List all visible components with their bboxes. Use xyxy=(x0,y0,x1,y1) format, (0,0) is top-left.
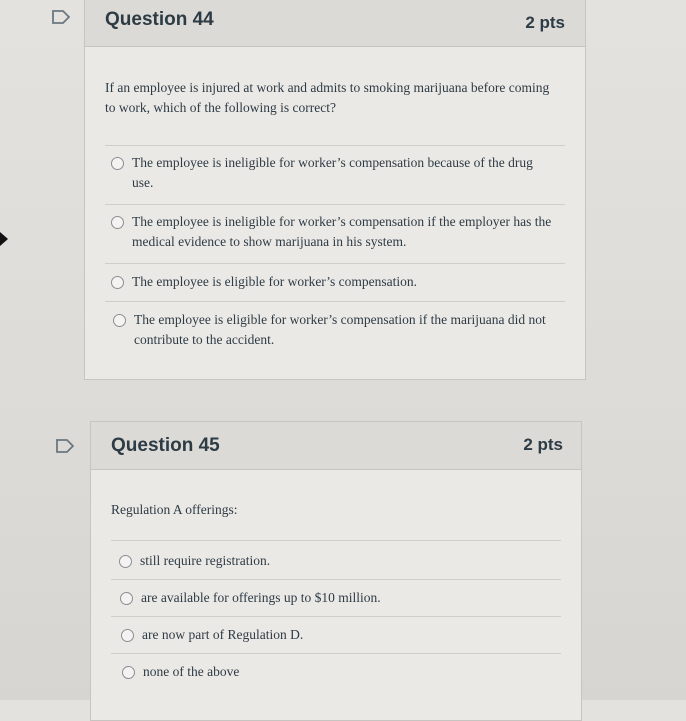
answer-divider xyxy=(105,204,565,205)
answer-divider xyxy=(105,145,565,146)
answer-divider xyxy=(111,540,561,541)
answer-label: none of the above xyxy=(143,664,240,679)
radio-button[interactable] xyxy=(111,157,124,170)
answer-divider xyxy=(105,301,565,302)
radio-button[interactable] xyxy=(113,314,126,327)
answer-divider xyxy=(111,616,561,617)
answer-divider xyxy=(105,263,565,264)
answer-label: The employee is eligible for worker’s compensation if the marijuana did not contribute to the accident. xyxy=(134,312,546,347)
radio-button[interactable] xyxy=(121,629,134,642)
answer-label: The employee is ineligible for worker’s compensation because of the drug use. xyxy=(132,155,533,190)
radio-button[interactable] xyxy=(111,276,124,289)
question-card-45 xyxy=(90,421,582,721)
answer-option[interactable] xyxy=(111,212,561,252)
question-text: If an employee is injured at work and admits to smoking marijuana before coming to work, which of the following is correct? xyxy=(105,80,550,115)
radio-button[interactable] xyxy=(122,666,135,679)
answer-option[interactable] xyxy=(113,310,553,350)
answer-option[interactable] xyxy=(111,153,551,193)
answer-label: are available for offerings up to $10 million. xyxy=(141,590,381,605)
answer-label: still require registration. xyxy=(140,553,271,568)
answer-label: are now part of Regulation D. xyxy=(142,627,304,642)
flag-question-icon[interactable] xyxy=(52,10,70,24)
radio-button[interactable] xyxy=(119,555,132,568)
question-header xyxy=(85,0,585,47)
flag-question-icon[interactable] xyxy=(56,439,74,453)
radio-button[interactable] xyxy=(111,216,124,229)
question-title: Question 45 xyxy=(111,435,220,456)
question-title: Question 44 xyxy=(105,9,214,30)
answer-option[interactable] xyxy=(121,625,551,645)
answer-divider xyxy=(111,653,561,654)
question-points: 2 pts xyxy=(525,13,565,32)
question-text: Regulation A offerings: xyxy=(111,502,238,517)
question-card-44 xyxy=(84,0,586,380)
question-points: 2 pts xyxy=(523,435,563,454)
answer-divider xyxy=(111,579,561,580)
answer-label: The employee is eligible for worker’s compensation. xyxy=(132,274,418,289)
answer-option[interactable] xyxy=(122,662,552,682)
answer-option[interactable] xyxy=(120,588,550,608)
answer-option[interactable] xyxy=(119,551,549,571)
mouse-pointer-icon xyxy=(0,232,8,246)
radio-button[interactable] xyxy=(120,592,133,605)
answer-option[interactable] xyxy=(111,272,551,292)
answer-label: The employee is ineligible for worker’s compensation if the employer has the medical evidence to show marijuana in his system. xyxy=(132,214,552,249)
question-header xyxy=(91,422,581,470)
